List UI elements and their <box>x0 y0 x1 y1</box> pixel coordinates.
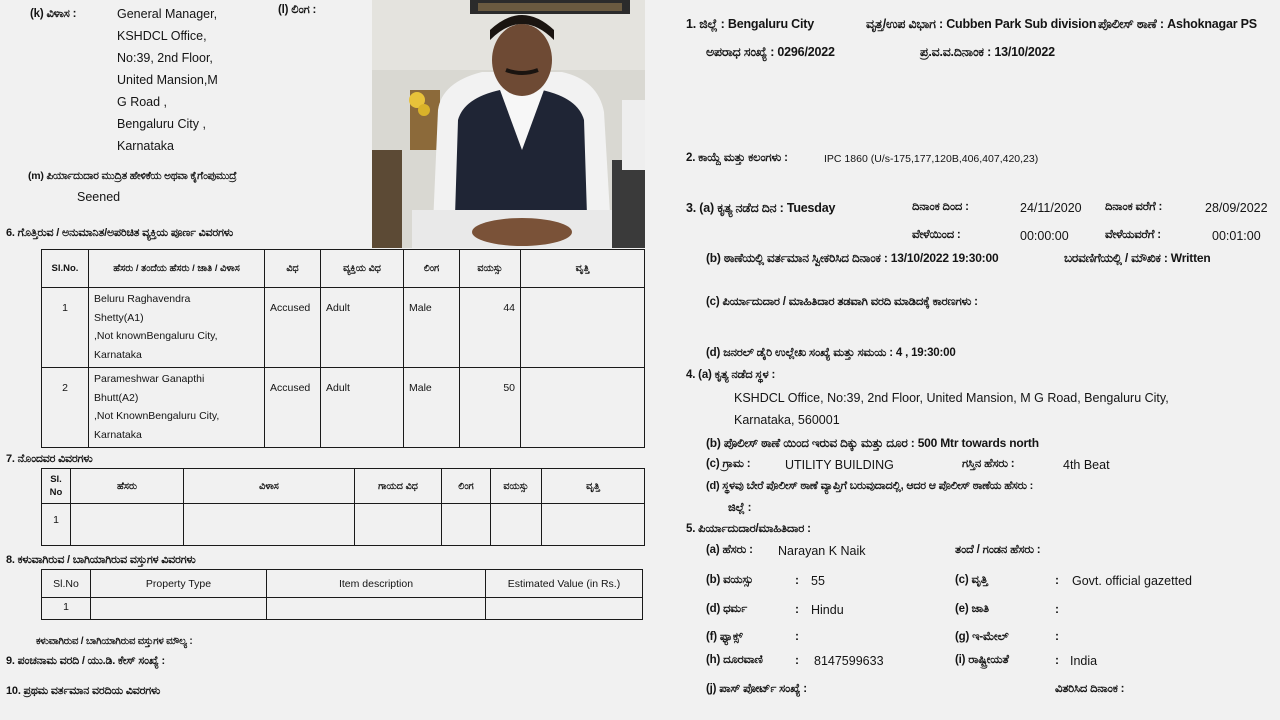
signature-value: Seened <box>77 190 121 204</box>
table-row <box>42 368 645 448</box>
table-header: Item description <box>267 570 486 598</box>
address-label: (k) ವಿಳಾಸ : <box>30 8 77 20</box>
cell-gender: Male <box>404 368 460 448</box>
nationality-value: India <box>1070 654 1098 668</box>
section-6-title: 6. ಗೊತ್ತಿರುವ / ಅನುಮಾನಿತ/ಅಪರಿಚಿತ ವ್ಯಕ್ತಿಯ ಪೂರ್ಣ ವಿವರಗಳು <box>6 227 234 239</box>
phone-value: 8147599633 <box>814 654 884 668</box>
fir-date-field: ಪ್ರ.ವ.ವ.ದಿನಾಂಕ : 13/10/2022 <box>920 45 1055 59</box>
time-from-label: ವೇಳೆಯಿಂದ : <box>912 229 961 241</box>
table-row <box>42 598 643 620</box>
caste-colon: : <box>1055 602 1059 616</box>
address-line: Karnataka <box>117 139 174 153</box>
address-line: General Manager, <box>117 7 218 21</box>
table-header: ವಯಸ್ಸು <box>460 250 521 288</box>
occupation-colon: : <box>1055 573 1059 587</box>
name-line: ,Not KnownBengaluru City, <box>94 410 220 422</box>
email-colon: : <box>1055 629 1059 643</box>
fax-colon: : <box>795 629 799 643</box>
table-header: Sl.No <box>42 570 91 598</box>
time-to-label: ವೇಳೆಯವರೆಗೆ : <box>1105 229 1161 241</box>
other-district-label: ಜಿಲ್ಲೆ : <box>728 502 752 514</box>
religion-label: (d) ಧರ್ಮ <box>706 603 748 615</box>
gender-label: (l) ಲಿಂಗ : <box>278 4 317 16</box>
place-address-line: Karnataka, 560001 <box>734 413 840 427</box>
cell-slno: 1 <box>42 504 71 546</box>
cell-occupation <box>521 368 645 448</box>
fax-label: (f) ಫ್ಯಾಕ್ಸ್ <box>706 631 743 643</box>
village-value: UTILITY BUILDING <box>785 458 894 472</box>
place-of-occurrence-label: 4. (a) ಕೃತ್ಯ ನಡೆದ ಸ್ಥಳ : <box>686 369 776 381</box>
complainant-name-value: Narayan K Naik <box>778 544 866 558</box>
cell-slno: 1 <box>42 288 89 368</box>
district-field: 1. ಜಿಲ್ಲೆ : Bengaluru City <box>686 17 814 31</box>
name-line: ,Not knownBengaluru City, <box>94 330 218 342</box>
cell-type: Accused <box>265 288 321 368</box>
name-line: Karnataka <box>94 348 142 361</box>
table-header: ಹೆಸರು <box>71 469 184 504</box>
religion-value: Hindu <box>811 603 844 617</box>
age-value: 55 <box>811 574 825 588</box>
section-7-title: 7. ನೊಂದವರ ವಿವರಗಳು <box>6 453 93 465</box>
delay-reason-label: (c) ಪಿರ್ಯಾದುದಾರ / ಮಾಹಿತಿದಾರ ತಡವಾಗಿ ವರದಿ ಮಾಡಿದಕ್ಕೆ ಕಾರಣಗಳು : <box>706 296 978 308</box>
officer-photo <box>372 0 645 248</box>
property-value-label: ಕಳುವಾಗಿರುವ / ಬಾಗಿಯಾಗಿರುವ ವಸ್ತುಗಳ ಮೌಲ್ಯ : <box>36 636 193 647</box>
offence-day-field: 3. (a) ಕೃತ್ಯ ನಡೆದ ದಿನ : Tuesday <box>686 201 836 215</box>
section-8-title: 8. ಕಳುವಾಗಿರುವ / ಬಾಗಿಯಾಗಿರುವ ವಸ್ತುಗಳ ವಿವರಗಳು <box>6 554 196 566</box>
table-header: ಗಾಯದ ವಿಧ <box>355 469 442 504</box>
name-line: Shetty(A1) <box>94 311 144 324</box>
beat-label: ಗಸ್ತಿನ ಹೆಸರು : <box>962 458 1015 470</box>
act-sections-label: 2. ಕಾಯ್ದೆ ಮತ್ತು ಕಲಂಗಳು : <box>686 152 788 164</box>
property-table <box>41 569 643 620</box>
cell-age: 50 <box>460 368 521 448</box>
address-line: KSHDCL Office, <box>117 29 207 43</box>
complainant-name-label: (a) ಹೆಸರು : <box>706 544 753 556</box>
table-header: ವೃತ್ತಿ <box>542 469 645 504</box>
section-10-title: 10. ಪ್ರಥಮ ವರ್ತಮಾನ ವರದಿಯ ವಿವರಗಳು <box>6 685 161 697</box>
place-address-line: KSHDCL Office, No:39, 2nd Floor, United Mansion, M G Road, Bengaluru City, <box>734 391 1169 405</box>
beat-value: 4th Beat <box>1063 458 1110 472</box>
cell-gender: Male <box>404 288 460 368</box>
section-9-title: 9. ಪಂಚನಾಮ ವರದಿ / ಯು.ಡಿ. ಕೇಸ್ ಸಂಖ್ಯೆ : <box>6 655 165 667</box>
occupation-value: Govt. official gazetted <box>1072 574 1192 588</box>
time-to-value: 00:01:00 <box>1212 229 1261 243</box>
table-row <box>42 288 645 368</box>
name-line: Bhutt(A2) <box>94 391 139 404</box>
occupation-label: (c) ವೃತ್ತಿ <box>955 574 988 586</box>
received-date-field: (b) ಠಾಣೆಯಲ್ಲಿ ವರ್ತಮಾನ ಸ್ವೀಕರಿಸಿದ ದಿನಾಂಕ : 13/10/2022 19:30:00 <box>706 251 999 265</box>
table-header: ಹೆಸರು / ತಂದೆಯ ಹೆಸರು / ಜಾತಿ / ವಿಳಾಸ <box>89 250 265 288</box>
age-colon: : <box>795 573 799 587</box>
nationality-colon: : <box>1055 653 1059 667</box>
table-header: ವಯಸ್ಸು <box>491 469 542 504</box>
table-row <box>42 504 645 546</box>
date-to-value: 28/09/2022 <box>1205 201 1268 215</box>
address-line: No:39, 2nd Floor, <box>117 51 213 65</box>
cell-name <box>89 368 265 448</box>
other-station-label: (d) ಸ್ಥಳವು ಬೇರೆ ಪೊಲೀಸ್ ಠಾಣೆ ವ್ಯಾಪ್ತಿಗೆ ಬರುವುದಾದಲ್ಲಿ, ಆದರ ಆ ಪೊಲೀಸ್ ಠಾಣೆಯ ಹೆಸರು : <box>706 480 1034 492</box>
date-to-label: ದಿನಾಂಕ ವರೆಗೆ : <box>1105 201 1163 213</box>
name-line: Karnataka <box>94 428 142 441</box>
religion-colon: : <box>795 602 799 616</box>
general-diary-field: (d) ಜನರಲ್ ಡೈರಿ ಉಲ್ಲೇಖ ಸಂಖ್ಯೆ ಮತ್ತು ಸಮಯ : 4 , 19:30:00 <box>706 347 956 359</box>
table-header: ವಿಧ <box>265 250 321 288</box>
table-header: ವ್ಯಕ್ತಿಯ ವಿಧ <box>321 250 404 288</box>
phone-label: (h) ದೂರವಾಣಿ <box>706 654 763 666</box>
cell-slno: 2 <box>42 368 89 448</box>
name-line: Beluru Raghavendra <box>94 293 191 305</box>
time-from-value: 00:00:00 <box>1020 229 1069 243</box>
table-header: Property Type <box>91 570 267 598</box>
phone-colon: : <box>795 653 799 667</box>
cell-slno: 1 <box>42 598 91 620</box>
signature-label: (m) ಪಿರ್ಯಾದುದಾರ ಮುದ್ರಿತ ಹೇಳಿಕೆಯ ಅಥವಾ ಕೈಗೆಂಪುಮುದ್ರೆ <box>28 170 237 182</box>
passport-label: (j) ಪಾಸ್ ಪೋರ್ಟ್ ಸಂಖ್ಯೆ : <box>706 683 807 695</box>
subdivision-field: ವೃತ್ತ/ಉಪ ವಿಭಾಗ : Cubben Park Sub division <box>866 17 1097 31</box>
email-label: (g) ಇ-ಮೇಲ್ <box>955 631 1009 643</box>
village-label: (c) ಗ್ರಾಮ : <box>706 458 751 470</box>
cell-person-type: Adult <box>321 288 404 368</box>
table-header: Sl.No. <box>42 250 89 288</box>
table-header: ವಿಳಾಸ <box>184 469 355 504</box>
table-header: ವೃತ್ತಿ <box>521 250 645 288</box>
complainant-title: 5. ಪಿರ್ಯಾದುದಾರ/ಮಾಹಿತಿದಾರ : <box>686 523 811 535</box>
nationality-label: (i) ರಾಷ್ಟ್ರೀಯತೆ <box>955 654 1009 666</box>
address-line: Bengaluru City , <box>117 117 206 131</box>
issue-date-label: ವಿತರಿಸಿದ ದಿನಾಂಕ : <box>1055 683 1125 695</box>
cell-person-type: Adult <box>321 368 404 448</box>
table-header: ಲಿಂಗ <box>442 469 491 504</box>
date-from-value: 24/11/2020 <box>1020 201 1082 215</box>
victims-table <box>41 468 645 546</box>
address-line: G Road , <box>117 95 168 109</box>
table-header: ಲಿಂಗ <box>404 250 460 288</box>
table-header: Sl. No <box>42 469 71 504</box>
cell-age: 44 <box>460 288 521 368</box>
cell-occupation <box>521 288 645 368</box>
name-line: Parameshwar Ganapthi <box>94 373 205 385</box>
age-label: (b) ವಯಸ್ಸು <box>706 574 754 586</box>
cell-type: Accused <box>265 368 321 448</box>
father-name-label: ತಂದೆ / ಗಂಡನ ಹೆಸರು : <box>955 544 1041 556</box>
crime-number-field: ಅಪರಾಧ ಸಂಖ್ಯೆ : 0296/2022 <box>706 45 835 59</box>
accused-table <box>41 249 645 448</box>
cell-name <box>89 288 265 368</box>
address-line: United Mansion,M <box>117 73 218 87</box>
report-mode-field: ಬರವಣಿಗೆಯಲ್ಲಿ / ಮೌಖಿಕ : Written <box>1064 251 1211 265</box>
act-sections-value: IPC 1860 (U/s-175,177,120B,406,407,420,23) <box>824 153 1039 165</box>
police-station-field: ಪೊಲೀಸ್ ಠಾಣೆ : Ashoknagar PS <box>1098 17 1257 31</box>
caste-label: (e) ಜಾತಿ <box>955 603 989 615</box>
date-from-label: ದಿನಾಂಕ ದಿಂದ : <box>912 201 969 213</box>
direction-distance-field: (b) ಪೊಲೀಸ್ ಠಾಣೆ ಯಿಂದ ಇರುವ ದಿಕ್ಕು ಮತ್ತು ದೂರ : 500 Mtr towards north <box>706 436 1039 450</box>
table-header: Estimated Value (in Rs.) <box>486 570 643 598</box>
